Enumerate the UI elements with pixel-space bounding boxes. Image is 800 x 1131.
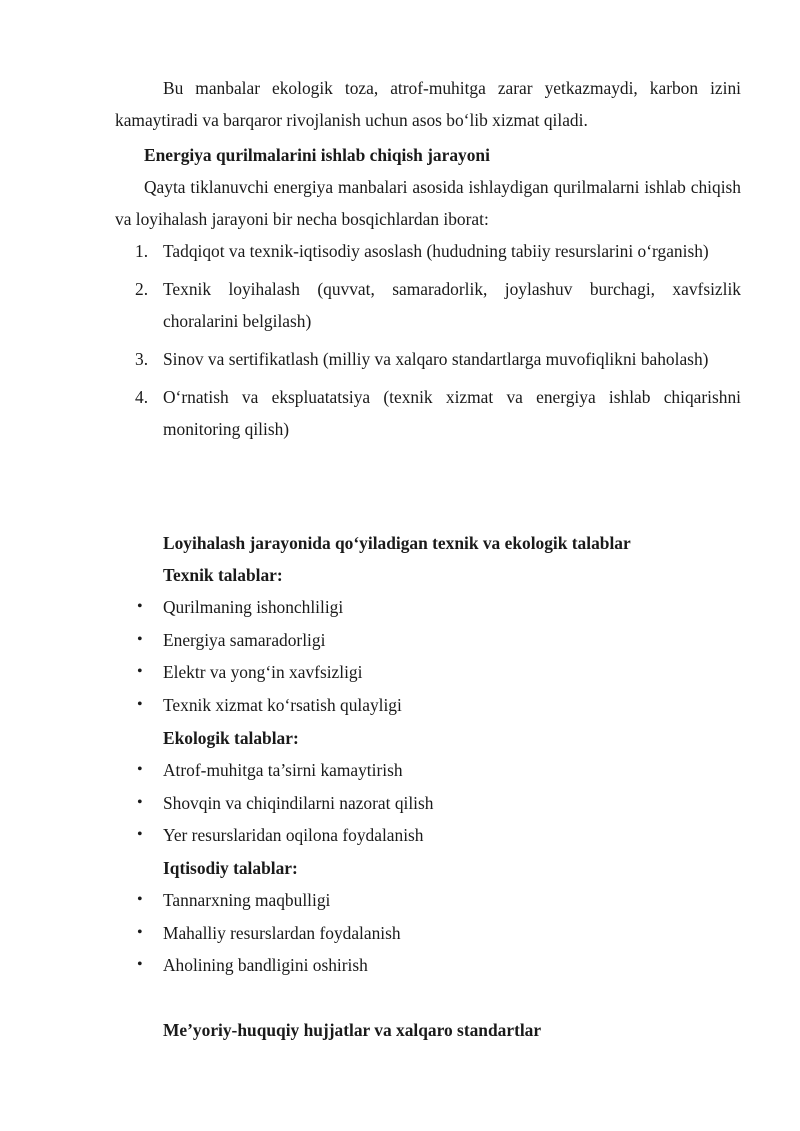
ecological-requirements-list: [115, 754, 741, 852]
list-item: [115, 819, 741, 852]
bullet-icon: •: [137, 891, 143, 908]
list-item: [115, 689, 741, 722]
list-item: [115, 884, 741, 917]
list-item: [115, 787, 741, 820]
list-item-text: Tadqiqot va texnik-iqtisodiy asoslash (hududning tabiiy resurslarini o‘rganish): [163, 241, 709, 261]
list-item-text: Texnik xizmat ko‘rsatish qulayligi: [163, 694, 402, 715]
list-item: [115, 591, 741, 624]
list-item-text: Aholining bandligini oshirish: [163, 955, 368, 975]
subheading-ecological: Ekologik talablar:: [163, 728, 299, 748]
list-item: [115, 273, 741, 337]
subheading-economic: Iqtisodiy talablar:: [163, 858, 298, 878]
bullet-icon: •: [137, 761, 143, 778]
list-number: 4.: [135, 387, 149, 407]
bullet-icon: •: [137, 630, 143, 648]
section-heading-requirements: Loyihalash jarayonida qo‘yiladigan texnik va ekologik talablar: [163, 533, 631, 553]
list-item-text: Atrof-muhitga ta’sirni kamaytirish: [163, 760, 403, 780]
list-item-text: Elektr va yong‘in xavfsizligi: [163, 662, 363, 682]
section-heading-development-process: Energiya qurilmalarini ishlab chiqish jarayoni: [144, 145, 490, 165]
bullet-icon: •: [137, 598, 143, 615]
economic-requirements-list: [115, 884, 741, 982]
list-item-text: Texnik loyihalash (quvvat, samaradorlik, joylashuv burchagi, xavfsizlik choralarini belgilash): [163, 279, 741, 331]
section-heading-standards: Me’yoriy-huquqiy hujjatlar va xalqaro standartlar: [163, 1020, 542, 1040]
bullet-icon: •: [137, 793, 143, 811]
list-item: [115, 235, 741, 267]
development-process-paragraph: Qayta tiklanuvchi energiya manbalari asosida ishlaydigan qurilmalarni ishlab chiqish va loyihalash jarayoni bir necha bosqichlardan iborat:: [115, 177, 741, 229]
list-item-text: Yer resurslaridan oqilona foydalanish: [163, 825, 424, 845]
list-number: 2.: [135, 279, 149, 299]
bullet-icon: •: [137, 695, 143, 713]
intro-paragraph: Bu manbalar ekologik toza, atrof-muhitga zarar yetkazmaydi, karbon izini kamaytiradi va barqaror rivojlanish uchun asos bo‘lib xizmat qiladi.: [115, 78, 741, 130]
list-item: [115, 343, 741, 375]
list-item: [115, 381, 741, 445]
bullet-icon: •: [137, 956, 143, 973]
list-item: [115, 624, 741, 657]
list-item: [115, 656, 741, 689]
list-item-text: Mahalliy resurslardan foydalanish: [163, 922, 401, 943]
list-item-text: Shovqin va chiqindilarni nazorat qilish: [163, 792, 434, 813]
list-item-text: Sinov va sertifikatlash (milliy va xalqaro standartlarga muvofiqlikni baholash): [163, 349, 709, 369]
technical-requirements-list: [115, 591, 741, 721]
list-number: 1.: [135, 241, 149, 261]
list-item: [115, 917, 741, 950]
list-item: [115, 754, 741, 787]
list-item-text: Qurilmaning ishonchliligi: [163, 597, 344, 617]
list-item-text: Tannarxning maqbulligi: [163, 890, 331, 910]
bullet-icon: •: [137, 923, 143, 941]
subheading-technical: Texnik talablar:: [163, 565, 283, 585]
bullet-icon: •: [137, 826, 143, 843]
list-item: [115, 949, 741, 982]
list-item-text: Energiya samaradorligi: [163, 629, 326, 650]
list-number: 3.: [135, 349, 149, 369]
bullet-icon: •: [137, 663, 143, 680]
development-steps-list: [115, 235, 741, 451]
list-item-text: O‘rnatish va ekspluatatsiya (texnik xizmat va energiya ishlab chiqarishni monitoring qilish): [163, 387, 741, 439]
